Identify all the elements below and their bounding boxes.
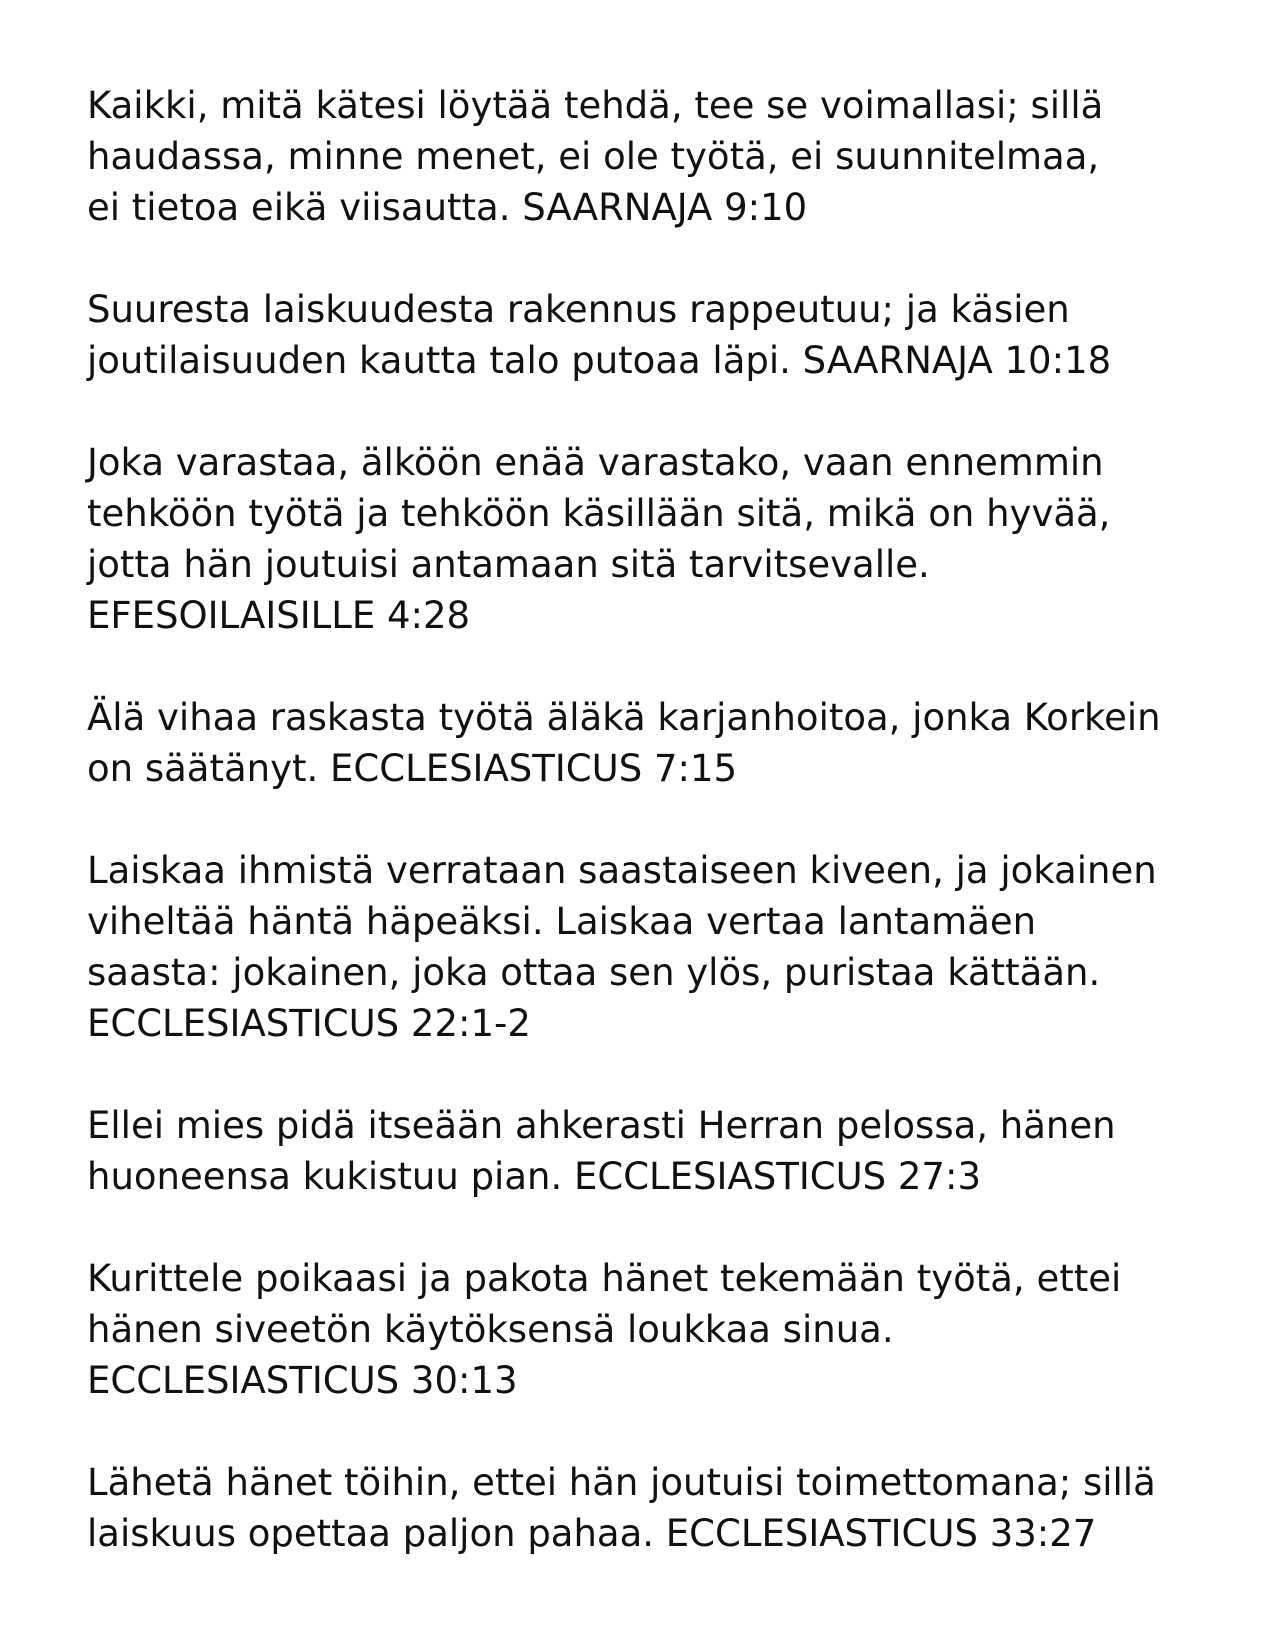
text-line: laiskuus opettaa paljon pahaa. ECCLESIASTICUS 33:27: [87, 1512, 1097, 1555]
text-line: huoneensa kukistuu pian. ECCLESIASTICUS 27:3: [87, 1155, 981, 1198]
text-line: Kurittele poikaasi ja pakota hänet tekemään työtä, ettei: [87, 1257, 1122, 1300]
verse-paragraph: [87, 692, 1237, 794]
text-line: jotta hän joutuisi antamaan sitä tarvitsevalle.: [87, 543, 930, 586]
text-line: saasta: jokainen, joka ottaa sen ylös, puristaa kättään.: [87, 951, 1101, 994]
text-line: Suuresta laiskuudesta rakennus rappeutuu; ja käsien: [87, 288, 1070, 331]
text-line: ECCLESIASTICUS 22:1-2: [87, 1002, 531, 1045]
text-line: Joka varastaa, älköön enää varastako, vaan ennemmin: [87, 441, 1104, 484]
verse-paragraph: [87, 1253, 1237, 1406]
text-line: on säätänyt. ECCLESIASTICUS 7:15: [87, 747, 738, 790]
text-line: Kaikki, mitä kätesi löytää tehdä, tee se voimallasi; sillä: [87, 84, 1104, 127]
text-line: haudassa, minne menet, ei ole työtä, ei suunnitelmaa,: [87, 135, 1100, 178]
verse-paragraph: [87, 845, 1237, 1049]
text-line: hänen siveetön käytöksensä loukkaa sinua.: [87, 1308, 894, 1351]
text-line: ei tietoa eikä viisautta. SAARNAJA 9:10: [87, 186, 808, 229]
text-line: tehköön työtä ja tehköön käsillään sitä, mikä on hyvää,: [87, 492, 1111, 535]
verse-paragraph: [87, 80, 1237, 233]
verse-paragraph: [87, 437, 1237, 641]
verse-paragraph: [87, 1457, 1237, 1559]
text-line: EFESOILAISILLE 4:28: [87, 594, 471, 637]
verse-paragraph: [87, 1100, 1237, 1202]
text-line: ECCLESIASTICUS 30:13: [87, 1359, 518, 1402]
text-line: viheltää häntä häpeäksi. Laiskaa vertaa lantamäen: [87, 900, 1037, 943]
document-page: [87, 80, 1237, 1610]
text-line: Lähetä hänet töihin, ettei hän joutuisi toimettomana; sillä: [87, 1461, 1156, 1504]
text-line: joutilaisuuden kautta talo putoaa läpi. SAARNAJA 10:18: [87, 339, 1112, 382]
verse-paragraph: [87, 284, 1237, 386]
text-line: Ellei mies pidä itseään ahkerasti Herran pelossa, hänen: [87, 1104, 1116, 1147]
text-line: Älä vihaa raskasta työtä äläkä karjanhoitoa, jonka Korkein: [87, 696, 1161, 739]
text-line: Laiskaa ihmistä verrataan saastaiseen kiveen, ja jokainen: [87, 849, 1157, 892]
